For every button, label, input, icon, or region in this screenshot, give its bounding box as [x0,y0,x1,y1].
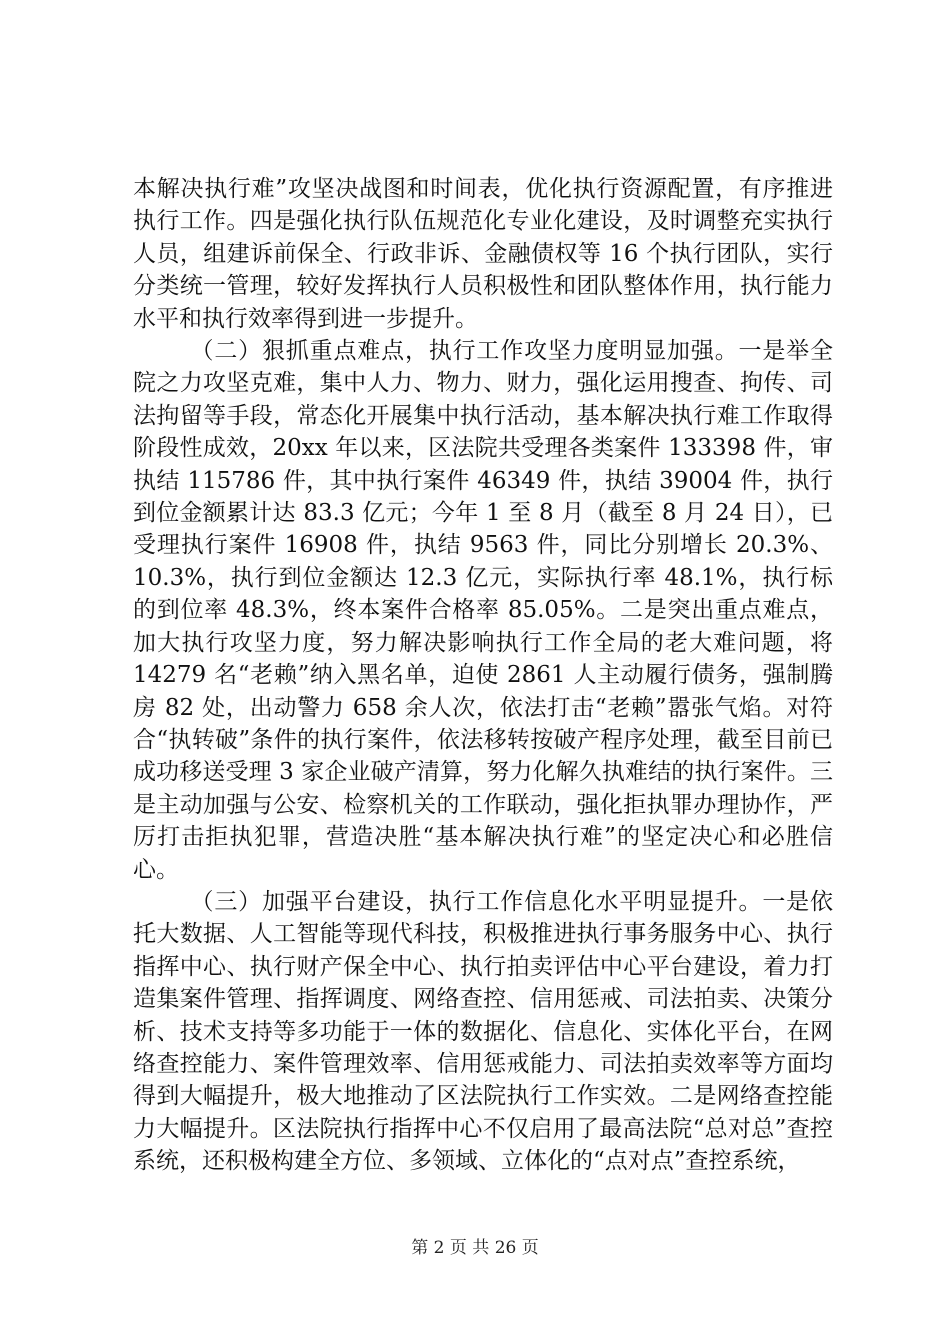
paragraph-continuation: 本解决执行难”攻坚决战图和时间表，优化执行资源配置，有序推进执行工作。四是强化执行队伍规范化专业化建设，及时调整充实执行人员，组建诉前保全、行政非诉、金融债权等 16 个执行团队，实行分类统一管理，较好发挥执行人员积极性和团队整体作用，执行能力水平和执行效率得到进一步提升。 [133,176,833,332]
page-footer: 第 2 页 共 26 页 [411,1238,539,1258]
paragraph-section-two: （二）狠抓重点难点，执行工作攻坚力度明显加强。一是举全院之力攻坚克难，集中人力、物力、财力，强化运用搜查、拘传、司法拘留等手段，常态化开展集中执行活动，基本解决执行难工作取得阶段性成效，20xx 年以来，区法院共受理各类案件 133398 件，审执结 115786 件，其中执行案件 46349 件，执结 39004 件，执行到位金额累计达 83.3 亿元；今年 1 至 8 月（截至 8 月 24 日），已受理执行案件 16908 件，执结 9563 件，同比分别增长 20.3%、10.3%，执行到位金额达 12.3 亿元，实际执行率 48.1%，执行标的到位率 48.3%，终本案件合格率 85.05%。二是突出重点难点，加大执行攻坚力度，努力解决影响执行工作全局的老大难问题，将 14279 名“老赖”纳入黑名单，迫使 2861 人主动履行债务，强制腾房 82 处，出动警力 658 余人次，依法打击“老赖”嚣张气焰。对符合“执转破”条件的执行案件，依法移转按破产程序处理，截至目前已成功移送受理 3 家企业破产清算，努力化解久执难结的执行案件。三是主动加强与公安、检察机关的工作联动，强化拒执罪办理协作，严厉打击拒执犯罪，营造决胜“基本解决执行难”的坚定决心和必胜信心。 [133,338,833,883]
document-body [133,173,833,1178]
paragraph-section-three: （三）加强平台建设，执行工作信息化水平明显提升。一是依托大数据、人工智能等现代科技，积极推进执行事务服务中心、执行指挥中心、执行财产保全中心、执行拍卖评估中心平台建设，着力打造集案件管理、指挥调度、网络查控、信用惩戒、司法拍卖、决策分析、技术支持等多功能于一体的数据化、信息化、实体化平台，在网络查控能力、案件管理效率、信用惩戒能力、司法拍卖效率等方面均得到大幅提升，极大地推动了区法院执行工作实效。二是网络查控能力大幅提升。区法院执行指挥中心不仅启用了最高法院“总对总”查控系统，还积极构建全方位、多领域、立体化的“点对点”查控系统， [133,888,833,1175]
